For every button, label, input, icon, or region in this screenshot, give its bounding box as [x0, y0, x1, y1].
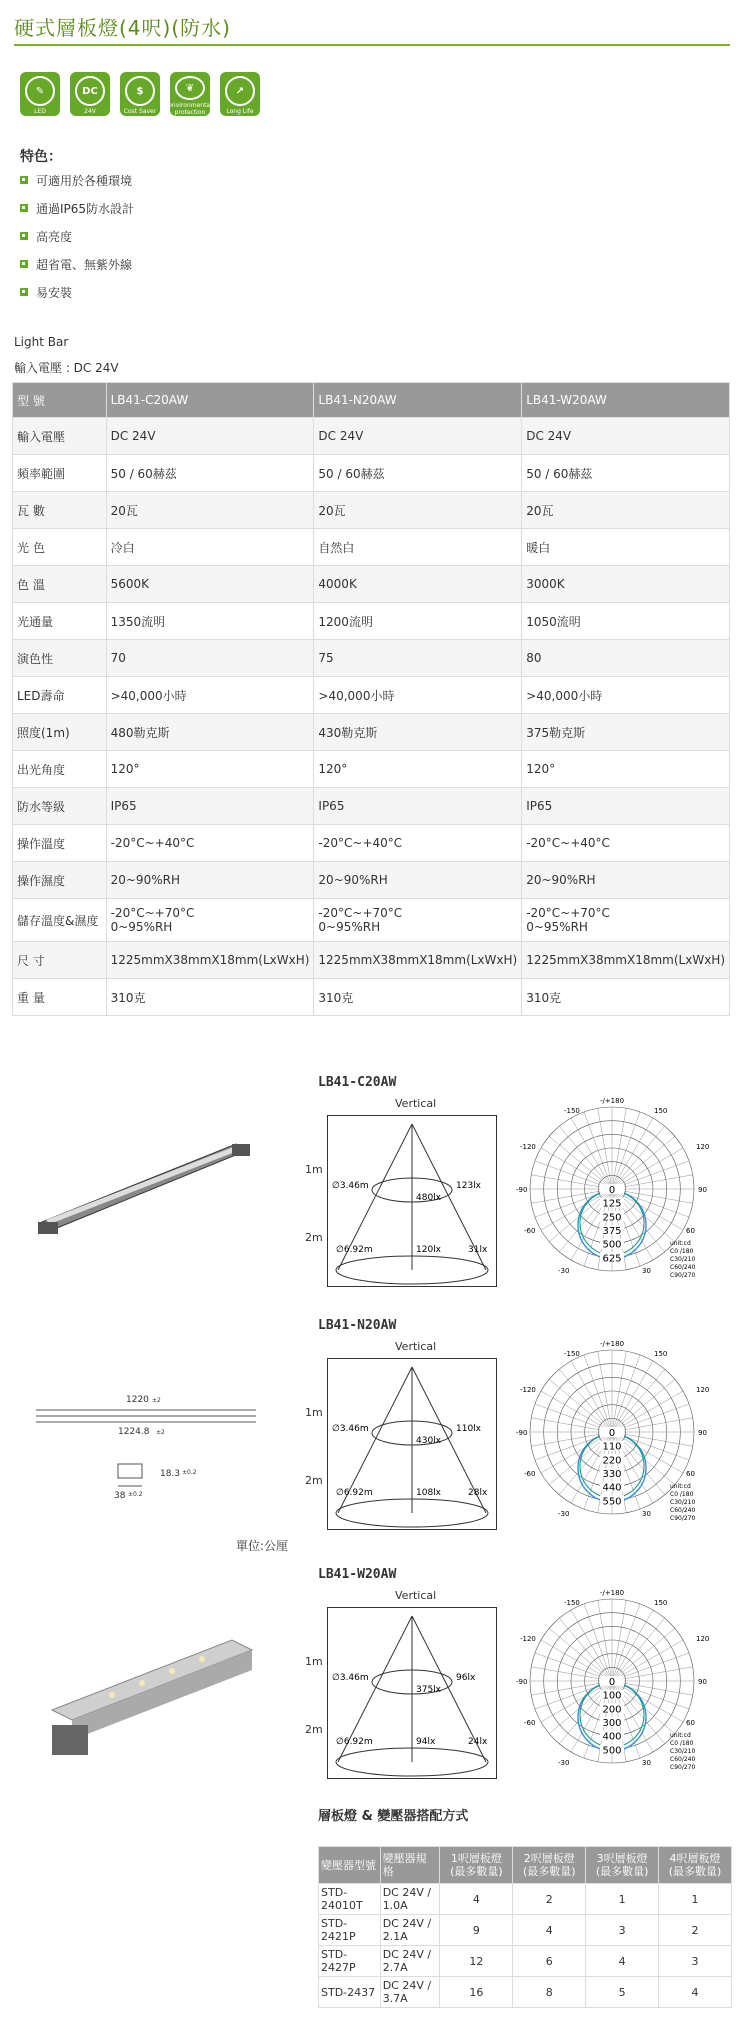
beam-cone-diagram [327, 1115, 497, 1287]
table-cell: 310克 [314, 979, 522, 1016]
table-cell: 4 [513, 1915, 586, 1946]
diameter-1m-label: ∅3.46m [332, 1424, 369, 1434]
edge-lux-1m: 123lx [456, 1181, 482, 1191]
table-row [13, 899, 730, 942]
table-cell: STD-2421P [319, 1915, 381, 1946]
table-cell: 4000K [314, 566, 522, 603]
table-cell: -20°C~+40°C [522, 825, 730, 862]
polar-ring-label: 550 [602, 1496, 622, 1508]
svg-text:90: 90 [698, 1429, 707, 1437]
polar-legend-item: C30/210 [670, 1499, 696, 1506]
table-cell: IP65 [522, 788, 730, 825]
table-cell: 50 / 60赫茲 [106, 455, 314, 492]
center-lux-2m: 94lx [416, 1737, 436, 1747]
table-cell: -20°C~+40°C [314, 825, 522, 862]
polar-ring-label: 110 [602, 1441, 622, 1453]
table-row [13, 979, 730, 1016]
table-cell: 自然白 [314, 529, 522, 566]
table-cell: 1350流明 [106, 603, 314, 640]
table-cell: 防水等級 [13, 788, 107, 825]
features-title: 特色： [20, 149, 62, 165]
dc-24v-icon: DC 24V [70, 72, 110, 116]
long-life-icon: ↗ Long Life [220, 72, 260, 116]
table-cell: 演色性 [13, 640, 107, 677]
table-cell: 變壓器規格 [380, 1847, 440, 1884]
svg-text:30: 30 [642, 1267, 651, 1275]
polar-distribution-chart [512, 1336, 710, 1526]
table-row [319, 1884, 732, 1915]
polar-ring-label: 625 [602, 1253, 622, 1265]
table-row [13, 677, 730, 714]
table-cell: 儲存溫度&濕度 [13, 899, 107, 942]
table-cell: DC 24V [522, 418, 730, 455]
table-cell: DC 24V [106, 418, 314, 455]
list-item: 通過IP65防水設計 [20, 194, 134, 222]
svg-text:150: 150 [654, 1107, 668, 1115]
table-row [13, 418, 730, 455]
table-cell: 光 色 [13, 529, 107, 566]
table-cell: 色 溫 [13, 566, 107, 603]
svg-text:-60: -60 [524, 1719, 536, 1727]
center-lux-1m: 375lx [416, 1685, 442, 1695]
table-cell: 2 [659, 1915, 732, 1946]
table-cell: 375勒克斯 [522, 714, 730, 751]
feature-icons [20, 72, 260, 116]
svg-text:60: 60 [686, 1470, 695, 1478]
svg-text:-/+180: -/+180 [599, 1589, 625, 1597]
polar-legend-item: C60/240 [670, 1756, 696, 1763]
height-label: 18.3 [160, 1469, 181, 1479]
svg-text:-90: -90 [516, 1186, 528, 1194]
vertical-label: Vertical [395, 1589, 437, 1602]
table-cell: LB41-C20AW [106, 383, 314, 418]
table-cell: DC 24V / 3.7A [380, 1977, 440, 2008]
polar-legend-item: C90/270 [670, 1515, 696, 1522]
edge-lux-1m: 96lx [456, 1673, 476, 1683]
total-length-tolerance: ±2 [156, 1429, 165, 1436]
table-cell: 照度(1m) [13, 714, 107, 751]
width-label: 38 [114, 1491, 126, 1501]
combo-title: 層板燈 & 變壓器搭配方式 [318, 1809, 469, 1824]
unit-label: 單位:公厘 [236, 1539, 289, 1553]
table-cell: DC 24V / 2.7A [380, 1946, 440, 1977]
table-row [319, 1915, 732, 1946]
table-cell: 1 [659, 1884, 732, 1915]
polar-ring-label: 0 [608, 1428, 616, 1439]
diameter-2m-label: ∅6.92m [336, 1737, 373, 1747]
table-cell: 120° [522, 751, 730, 788]
center-lux-2m: 120lx [416, 1245, 442, 1255]
edge-lux-2m: 28lx [468, 1488, 488, 1498]
light-bar-photo [36, 1130, 266, 1240]
svg-text:120: 120 [696, 1635, 710, 1643]
svg-text:-90: -90 [516, 1678, 528, 1686]
table-cell: 型 號 [13, 383, 107, 418]
list-item: 易安裝 [20, 278, 134, 306]
title-divider [14, 44, 730, 46]
table-cell: 1225mmX38mmX18mm(LxWxH) [314, 942, 522, 979]
table-cell: -20°C~+40°C [106, 825, 314, 862]
table-row [13, 751, 730, 788]
table-cell: 75 [314, 640, 522, 677]
svg-text:-/+180: -/+180 [599, 1097, 625, 1105]
table-cell: 120° [314, 751, 522, 788]
environmental-protection-icon: ❦ environmental protection [170, 72, 210, 116]
svg-text:-120: -120 [520, 1386, 536, 1394]
svg-text:-120: -120 [520, 1143, 536, 1151]
table-cell: 3 [586, 1915, 659, 1946]
polar-ring-label: 375 [602, 1226, 622, 1237]
table-row [319, 1946, 732, 1977]
svg-text:90: 90 [698, 1186, 707, 1194]
polar-ring-label: 125 [602, 1198, 622, 1210]
polar-legend-item: C30/210 [670, 1748, 696, 1755]
model-label: LB41-N20AW [318, 1318, 397, 1333]
bullet-icon [20, 260, 28, 268]
cost-saver-icon: $ Cost Saver [120, 72, 160, 116]
table-cell: 20~90%RH [106, 862, 314, 899]
list-item: 高亮度 [20, 222, 134, 250]
length-tolerance: ±2 [152, 1397, 161, 1404]
table-cell: 尺 寸 [13, 942, 107, 979]
table-row [13, 603, 730, 640]
table-cell: 4呎層板燈 (最多數量) [659, 1847, 732, 1884]
polar-legend-item: C60/240 [670, 1507, 696, 1514]
polar-legend-item: C0 /180 [670, 1248, 694, 1255]
table-row [13, 942, 730, 979]
table-cell: 70 [106, 640, 314, 677]
polar-legend-item: unit:cd [670, 1240, 691, 1247]
table-cell: IP65 [314, 788, 522, 825]
table-row [319, 1977, 732, 2008]
table-cell: 310克 [106, 979, 314, 1016]
polar-ring-label: 0 [608, 1677, 616, 1688]
table-row [13, 862, 730, 899]
table-cell: 50 / 60赫茲 [314, 455, 522, 492]
table-cell: 8 [513, 1977, 586, 2008]
table-cell: 5 [586, 1977, 659, 2008]
distance-1m-label: 1m [305, 1163, 323, 1176]
center-lux-1m: 480lx [416, 1193, 442, 1203]
table-cell: 2 [513, 1884, 586, 1915]
length-label: 1220 [126, 1395, 149, 1405]
polar-distribution-chart [512, 1093, 710, 1283]
polar-distribution-chart [512, 1585, 710, 1775]
table-cell: >40,000小時 [314, 677, 522, 714]
table-cell: 頻率範圍 [13, 455, 107, 492]
table-cell: STD-2437 [319, 1977, 381, 2008]
svg-text:-30: -30 [558, 1267, 570, 1275]
page-title: 硬式層板燈(4呎)(防水) [14, 16, 231, 40]
table-cell: 16 [440, 1977, 513, 2008]
table-cell: STD-24010T [319, 1884, 381, 1915]
table-cell: >40,000小時 [106, 677, 314, 714]
table-cell: 1呎層板燈 (最多數量) [440, 1847, 513, 1884]
table-cell: 80 [522, 640, 730, 677]
table-cell: 冷白 [106, 529, 314, 566]
height-tolerance: ±0.2 [182, 1469, 197, 1476]
table-cell: DC 24V / 2.1A [380, 1915, 440, 1946]
polar-ring-label: 330 [602, 1469, 622, 1480]
table-row [13, 566, 730, 603]
edge-lux-2m: 24lx [468, 1737, 488, 1747]
table-cell: 9 [440, 1915, 513, 1946]
table-cell: 480勒克斯 [106, 714, 314, 751]
svg-text:150: 150 [654, 1350, 668, 1358]
polar-ring-label: 440 [602, 1482, 622, 1494]
svg-text:60: 60 [686, 1719, 695, 1727]
table-row [13, 640, 730, 677]
table-cell: LB41-W20AW [522, 383, 730, 418]
polar-legend-item: unit:cd [670, 1483, 691, 1490]
diameter-2m-label: ∅6.92m [336, 1488, 373, 1498]
table-header-row [319, 1847, 732, 1884]
table-cell: 12 [440, 1946, 513, 1977]
table-cell: 20~90%RH [314, 862, 522, 899]
svg-text:60: 60 [686, 1227, 695, 1235]
table-cell: 120° [106, 751, 314, 788]
table-cell: IP65 [106, 788, 314, 825]
product-line: Light Bar [14, 335, 69, 349]
table-cell: -20°C~+70°C 0~95%RH [314, 899, 522, 942]
svg-text:-30: -30 [558, 1510, 570, 1518]
table-cell: 重 量 [13, 979, 107, 1016]
polar-ring-label: 200 [602, 1704, 622, 1716]
table-header-row [13, 383, 730, 418]
diameter-1m-label: ∅3.46m [332, 1181, 369, 1191]
polar-ring-label: 500 [602, 1745, 622, 1757]
table-cell: 50 / 60赫茲 [522, 455, 730, 492]
table-cell: 2呎層板燈 (最多數量) [513, 1847, 586, 1884]
table-cell: 20瓦 [314, 492, 522, 529]
model-label: LB41-C20AW [318, 1075, 397, 1090]
table-cell: 20瓦 [106, 492, 314, 529]
table-row [13, 714, 730, 751]
table-cell: 瓦 數 [13, 492, 107, 529]
table-cell: 6 [513, 1946, 586, 1977]
svg-text:-60: -60 [524, 1227, 536, 1235]
edge-lux-1m: 110lx [456, 1424, 482, 1434]
table-cell: >40,000小時 [522, 677, 730, 714]
table-cell: 20瓦 [522, 492, 730, 529]
table-cell: 輸入電壓 [13, 418, 107, 455]
center-lux-1m: 430lx [416, 1436, 442, 1446]
polar-legend-item: unit:cd [670, 1732, 691, 1739]
features-list [20, 166, 134, 306]
svg-text:120: 120 [696, 1143, 710, 1151]
vertical-label: Vertical [395, 1097, 437, 1110]
light-bar-closeup-photo [52, 1640, 252, 1770]
table-cell: 1050流明 [522, 603, 730, 640]
model-label: LB41-W20AW [318, 1567, 397, 1582]
svg-text:-120: -120 [520, 1635, 536, 1643]
table-cell: 4 [440, 1884, 513, 1915]
svg-text:30: 30 [642, 1759, 651, 1767]
bullet-icon [20, 204, 28, 212]
table-cell: 光通量 [13, 603, 107, 640]
table-row [13, 492, 730, 529]
diameter-2m-label: ∅6.92m [336, 1245, 373, 1255]
center-lux-2m: 108lx [416, 1488, 442, 1498]
distance-2m-label: 2m [305, 1231, 323, 1244]
table-cell: 操作溫度 [13, 825, 107, 862]
distance-1m-label: 1m [305, 1655, 323, 1668]
table-row [13, 529, 730, 566]
table-cell: 操作濕度 [13, 862, 107, 899]
table-cell: 5600K [106, 566, 314, 603]
spec-table [12, 382, 730, 1016]
svg-text:-/+180: -/+180 [599, 1340, 625, 1348]
svg-text:30: 30 [642, 1510, 651, 1518]
polar-ring-label: 300 [602, 1718, 622, 1729]
bullet-icon [20, 288, 28, 296]
edge-lux-2m: 31lx [468, 1245, 488, 1255]
table-cell: 1225mmX38mmX18mm(LxWxH) [106, 942, 314, 979]
svg-text:150: 150 [654, 1599, 668, 1607]
svg-text:-30: -30 [558, 1759, 570, 1767]
bullet-icon [20, 176, 28, 184]
beam-cone-diagram [327, 1607, 497, 1779]
table-cell: 4 [586, 1946, 659, 1977]
vertical-label: Vertical [395, 1340, 437, 1353]
diameter-1m-label: ∅3.46m [332, 1673, 369, 1683]
table-cell: LB41-N20AW [314, 383, 522, 418]
polar-ring-label: 250 [602, 1212, 622, 1224]
bullet-icon [20, 232, 28, 240]
total-length-label: 1224.8 [118, 1427, 150, 1437]
table-cell: STD-2427P [319, 1946, 381, 1977]
polar-legend-item: C30/210 [670, 1256, 696, 1263]
table-cell: 1200流明 [314, 603, 522, 640]
polar-ring-label: 100 [602, 1690, 622, 1702]
svg-text:-150: -150 [564, 1599, 580, 1607]
svg-text:-150: -150 [564, 1350, 580, 1358]
distance-2m-label: 2m [305, 1474, 323, 1487]
svg-text:-150: -150 [564, 1107, 580, 1115]
table-cell: 變壓器型號 [319, 1847, 381, 1884]
table-cell: 3 [659, 1946, 732, 1977]
svg-text:-60: -60 [524, 1470, 536, 1478]
table-cell: 1225mmX38mmX18mm(LxWxH) [522, 942, 730, 979]
table-row [13, 455, 730, 492]
svg-text:120: 120 [696, 1386, 710, 1394]
polar-ring-label: 500 [602, 1239, 622, 1251]
table-cell: 出光角度 [13, 751, 107, 788]
polar-ring-label: 220 [602, 1455, 622, 1467]
table-cell: DC 24V [314, 418, 522, 455]
distance-2m-label: 2m [305, 1723, 323, 1736]
table-cell: 4 [659, 1977, 732, 2008]
table-cell: 3呎層板燈 (最多數量) [586, 1847, 659, 1884]
table-cell: 暖白 [522, 529, 730, 566]
input-voltage-note: 輸入電壓 : DC 24V [14, 361, 119, 375]
table-row [13, 788, 730, 825]
table-cell: 430勒克斯 [314, 714, 522, 751]
distance-1m-label: 1m [305, 1406, 323, 1419]
svg-text:90: 90 [698, 1678, 707, 1686]
polar-legend-item: C0 /180 [670, 1740, 694, 1747]
dimension-drawing [36, 1390, 266, 1530]
polar-legend-item: C90/270 [670, 1764, 696, 1771]
table-cell: -20°C~+70°C 0~95%RH [106, 899, 314, 942]
table-cell: 1 [586, 1884, 659, 1915]
list-item: 超省電、無紫外線 [20, 250, 134, 278]
beam-cone-diagram [327, 1358, 497, 1530]
polar-ring-label: 0 [608, 1185, 616, 1196]
width-tolerance: ±0.2 [128, 1491, 143, 1498]
polar-legend-item: C90/270 [670, 1272, 696, 1279]
polar-legend-item: C0 /180 [670, 1491, 694, 1498]
table-row [13, 825, 730, 862]
polar-ring-label: 400 [602, 1731, 622, 1743]
combo-table [318, 1846, 732, 2008]
polar-legend-item: C60/240 [670, 1264, 696, 1271]
table-cell: 3000K [522, 566, 730, 603]
table-cell: 310克 [522, 979, 730, 1016]
table-cell: LED壽命 [13, 677, 107, 714]
list-item: 可適用於各種環境 [20, 166, 134, 194]
table-cell: 20~90%RH [522, 862, 730, 899]
table-cell: DC 24V / 1.0A [380, 1884, 440, 1915]
svg-text:-90: -90 [516, 1429, 528, 1437]
led-icon: ✎ LED [20, 72, 60, 116]
table-cell: -20°C~+70°C 0~95%RH [522, 899, 730, 942]
